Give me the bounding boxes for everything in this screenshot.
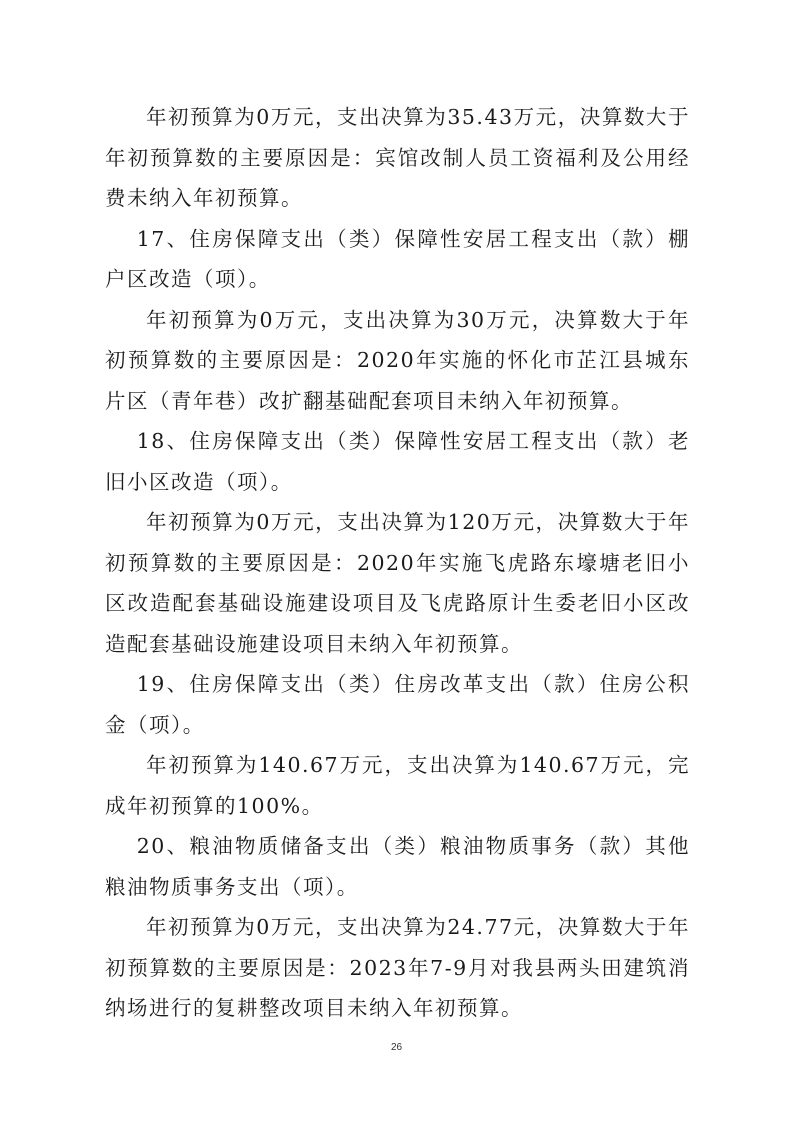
paragraph-item-18-explanation: 年初预算为0万元，支出决算为120万元，决算数大于年初预算数的主要原因是：2020年实施飞虎路东壕塘老旧小区改造配套基础设施建设项目及飞虎路原计生委老旧小区改造配套基础设施建设项目未纳入年初预算。 <box>105 510 690 656</box>
heading-item-19-housing-provident-fund: 19、住房保障支出（类）住房改革支出（款）住房公积金（项）。 <box>105 672 690 737</box>
heading-item-20-grain-oil-reserve: 20、粮油物质储备支出（类）粮油物质事务（款）其他粮油物质事务支出（项）。 <box>105 834 690 899</box>
paragraph-hotel-expense-explanation: 年初预算为0万元，支出决算为35.43万元，决算数大于年初预算数的主要原因是：宾馆改制人员工资福利及公用经费未纳入年初预算。 <box>105 105 690 210</box>
heading-item-17-shantytown-renovation: 17、住房保障支出（类）保障性安居工程支出（款）棚户区改造（项）。 <box>105 226 690 291</box>
heading-item-18-old-community-renovation: 18、住房保障支出（类）保障性安居工程支出（款）老旧小区改造（项）。 <box>105 429 690 494</box>
paragraph-item-17-explanation: 年初预算为0万元，支出决算为30万元，决算数大于年初预算数的主要原因是：2020年实施的怀化市芷江县城东片区（青年巷）改扩翻基础配套项目未纳入年初预算。 <box>105 307 690 413</box>
paragraph-item-20-explanation: 年初预算为0万元，支出决算为24.77元，决算数大于年初预算数的主要原因是：2023年7-9月对我县两头田建筑消纳场进行的复耕整改项目未纳入年初预算。 <box>105 915 690 1020</box>
document-body <box>105 97 690 1029</box>
page-number: 26 <box>390 1042 403 1053</box>
paragraph-item-19-explanation: 年初预算为140.67万元，支出决算为140.67万元，完成年初预算的100%。 <box>105 753 690 818</box>
